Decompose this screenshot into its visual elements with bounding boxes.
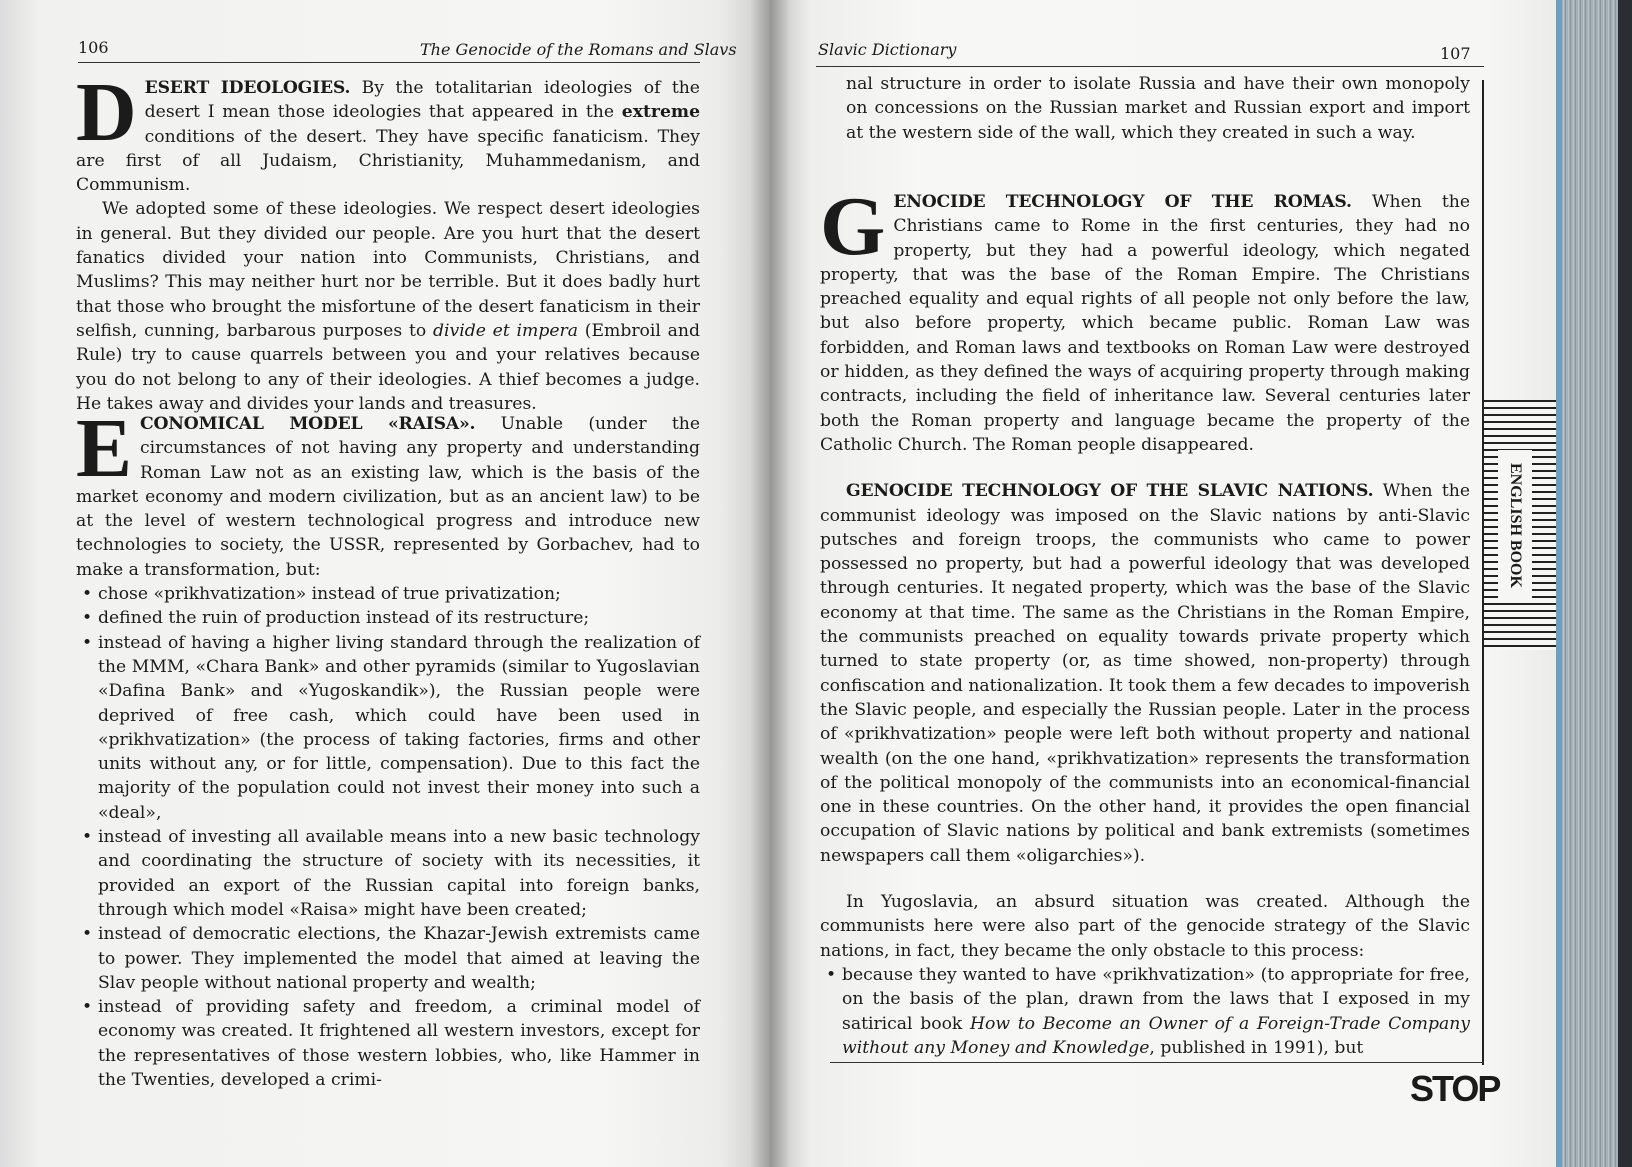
desert-ideologies-heading: ESERT IDEOLOGIES. <box>144 78 351 98</box>
thumb-index-label: ENGLISH BOOK <box>1498 450 1532 600</box>
paragraph-text: When the communist ideology was imposed on the Slavic nations by anti-Slavic putsches and foreign troops, the communists who came to power possessed no property, but had a powerful ideology that was developed through centuries. It negated property, which was the base of the Slavic economy at that time. The same as the Christians in the Roman Empire, the communists preached on equality towards private property which turned to state property (or, as time showed, non-property) through confiscation and nationalization. It took them a few decades to impoverish the Slavic people, and especially the Russian people. Later in the process of «prikhvatization» people were left both without property and national wealth (on the one hand, «prikhvatization» represents the transformation of the political monopoly of the communists into an economical-financial one in these countries. On the other hand, it provides the open financial occupation of Slavic nations by political and bank extremists (sometimes newspapers call them «oligarchies»). <box>820 481 1470 866</box>
continuation-paragraph: nal structure in order to isolate Russia and have their own monopoly on concessions on the Russian market and Russian export and import at the western side of the wall, which they created in such a way. <box>846 74 1470 143</box>
section-gap <box>820 457 1470 479</box>
right-text-block <box>820 180 1470 1060</box>
paragraph-text: By the totalitarian ideologies of the desert I mean those ideologies that appeared in the <box>144 78 700 123</box>
dropcap-d: D <box>76 66 137 159</box>
desert-paragraph-2 <box>76 197 700 416</box>
left-header-rule <box>78 62 700 63</box>
emphasis-text: extreme <box>621 102 700 123</box>
list-item <box>820 963 1470 1060</box>
left-text-block-2 <box>76 402 700 1092</box>
book-gutter <box>750 0 790 1167</box>
yugoslavia-paragraph: In Yugoslavia, an absurd situation was created. Although the communists here were also part of the genocide strategy of the Slavic nations, in fact, they became the only obstacle to this process: <box>820 892 1470 961</box>
book-cover-edge <box>1618 0 1632 1167</box>
right-page-number: 107 <box>1440 44 1471 63</box>
paragraph-text: When the Christians came to Rome in the first centuries, they had no property, but they had a powerful ideology, which negated property, that was the base of the Roman Empire. The Christians preached equality and equal rights of all people not only before the law, but also before property, which became public. Roman Law was forbidden, and Roman laws and textbooks on Roman Law were destroyed or hidden, as they defined the ways of acquiring property through making contracts, including the field of inheritance law. Several centuries later both the Roman property and language became the property of the Catholic Church. The Roman people disappeared. <box>820 192 1470 455</box>
left-text-block <box>76 66 700 416</box>
paragraph-text: Unable (under the circumstances of not having any property and understanding Roman Law not as an existing law, which is the basis of the market economy and modern civilization, but as an ancient law) to be at the level of western technological progress and introduce new technologies to society, the USSR, represented by Gorbachev, had to make a transformation, but: <box>76 414 700 580</box>
economical-model-heading: CONOMICAL MODEL «RAISA». <box>140 414 476 434</box>
dropcap-g: G <box>820 180 886 273</box>
paragraph-text: because they wanted to have «prikhvatization» (to appropriate for free, on the basis of the plan, drawn from the laws that I exposed in my satirical book <box>842 964 1470 1034</box>
list-item: • defined the ruin of production instead of its restructure; <box>76 606 700 630</box>
section-gap <box>820 868 1470 890</box>
list-item: • instead of providing safety and freedom, a criminal model of economy was created. It frightened all western investors, except for the representatives of those western lobbies, who, like Hammer in the Twenties, developed a crimi- <box>76 995 700 1092</box>
paragraph-text: conditions of the desert. They have specific fanaticism. They are first of all Judaism, Christianity, Muhammedanism, and Communism. <box>76 126 700 196</box>
stop-logo: STOP <box>1410 1068 1500 1109</box>
desert-ideologies-paragraph <box>76 66 700 197</box>
dropcap-e: E <box>76 402 133 495</box>
list-item: • instead of investing all available means into a new basic technology and coordinating the structure of society with its necessities, it provided an export of the Russian capital into foreign banks, through which model «Raisa» might have been created; <box>76 825 700 922</box>
slavic-nations-heading: GENOCIDE TECHNOLOGY OF THE SLAVIC NATIONS. <box>846 481 1374 502</box>
romas-paragraph <box>820 180 1470 457</box>
right-running-head: Slavic Dictionary <box>818 40 957 59</box>
book-title: How to Become an Owner of a Foreign-Trade Company without any Money and Knowledge <box>842 1013 1470 1058</box>
right-footer-rule <box>830 1062 1484 1063</box>
paragraph-text: (Embroil and Rule) try to cause quarrels between you and your relatives because you do not belong to any of their ideologies. A thief becomes a judge. He takes away and divides your lands and treasures. <box>76 320 700 414</box>
paragraph-text: , published in 1991), but <box>1149 1037 1364 1058</box>
list-item: • chose «prikhvatization» instead of true privatization; <box>76 582 700 606</box>
left-running-head: The Genocide of the Romans and Slavs <box>420 40 737 59</box>
romas-heading: ENOCIDE TECHNOLOGY OF THE ROMAS. <box>893 192 1352 212</box>
economical-model-paragraph <box>76 402 700 582</box>
slavic-nations-paragraph <box>820 479 1470 868</box>
paragraph-text: We adopted some of these ideologies. We respect desert ideologies in general. But they divided our people. Are you hurt that the desert fanatics divided your nation into Communists, Christians, and Muslims? This may neither hurt nor be terrible. But it does badly hurt that those who brought the misfortune of the desert fanaticism in their selfish, cunning, barbarous purposes to <box>76 199 700 341</box>
right-header-rule <box>816 66 1484 67</box>
list-item: • instead of democratic elections, the Khazar-Jewish extremists came to power. They implemented the model that aimed at leaving the Slav people without national property and wealth; <box>76 922 700 995</box>
list-item: • instead of having a higher living standard through the realization of the MMM, «Chara Bank» and other pyramids (similar to Yugoslavian «Dafina Bank» and «Yugoskandik»), the Russian people were deprived of free cash, which could have been used in «prikhvatization» (the process of taking factories, firms and other units without any, or for little, compensation). Due to this fact the majority of the population could not invest their money into such a «deal», <box>76 631 700 825</box>
yugoslavia-bullet-list <box>820 963 1470 1060</box>
left-page-number: 106 <box>78 38 109 57</box>
italic-phrase: divide et impera <box>433 320 578 341</box>
raisa-bullet-list <box>76 582 700 1092</box>
